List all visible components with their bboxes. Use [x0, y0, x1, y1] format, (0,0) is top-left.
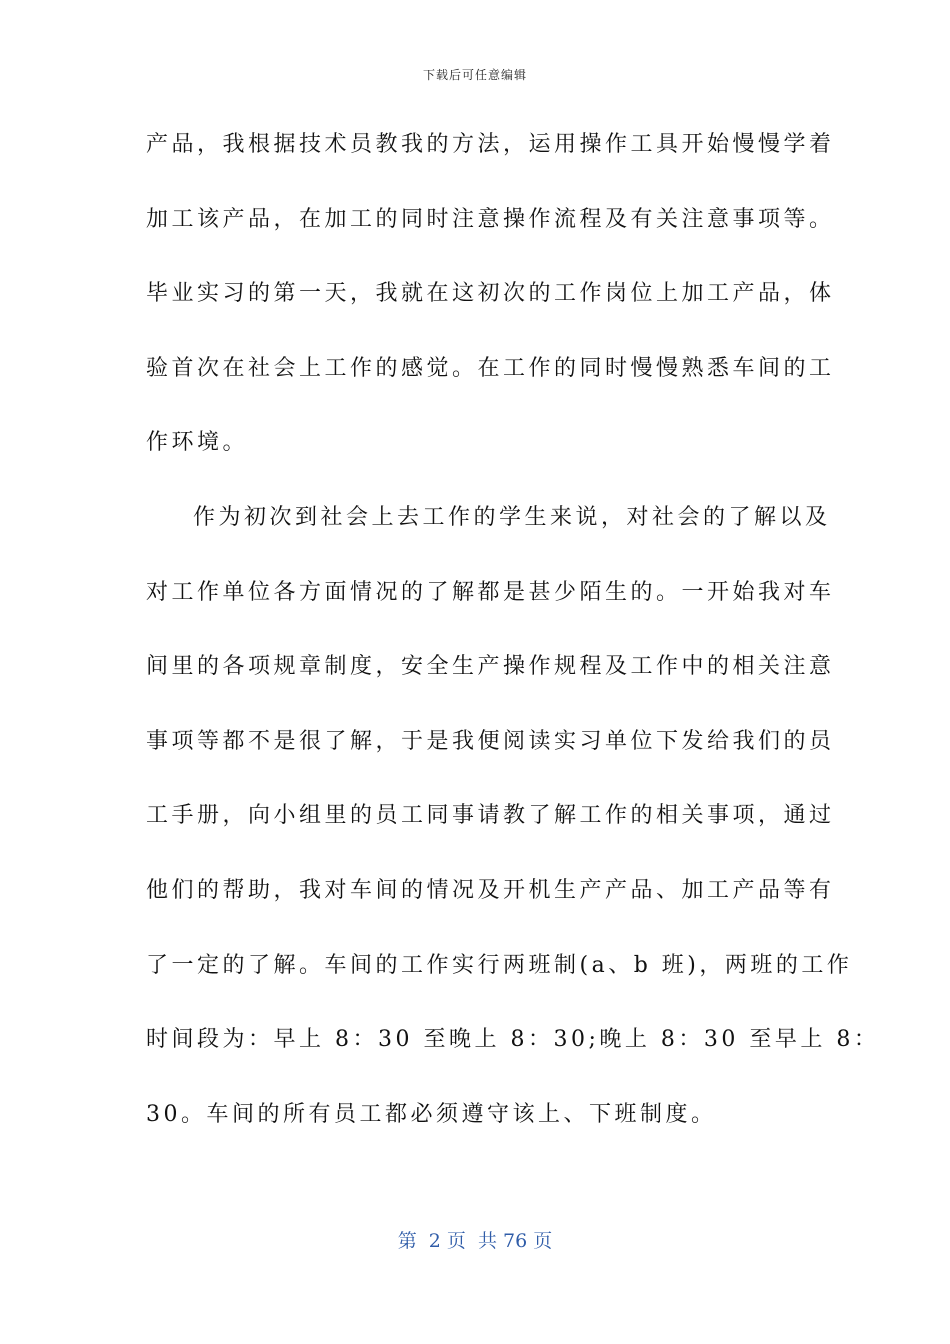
text-line: 他们的帮助，我对车间的情况及开机生产产品、加工产品等有 [146, 877, 835, 903]
text-line: 事项等都不是很了解，于是我便阅读实习单位下发给我们的员 [146, 728, 835, 754]
text-line: 毕业实习的第一天，我就在这初次的工作岗位上加工产品，体 [146, 281, 835, 307]
text-line: 作环境。 [146, 430, 249, 456]
paragraph-start-line: 作为初次到社会上去工作的学生来说，对社会的了解以及 [193, 504, 831, 530]
text-line: 工手册，向小组里的员工同事请教了解工作的相关事项，通过 [146, 803, 835, 829]
text-line: 产品，我根据技术员教我的方法，运用操作工具开始慢慢学着 [146, 132, 835, 157]
text-line: 了一定的了解。车间的工作实行两班制(a、b 班)，两班的工作 [146, 952, 853, 978]
text-line: 验首次在社会上工作的感觉。在工作的同时慢慢熟悉车间的工 [146, 355, 835, 381]
header-note: 下载后可任意编辑 [422, 68, 527, 82]
text-line: 加工该产品，在加工的同时注意操作流程及有关注意事项等。 [146, 206, 835, 232]
document-body [146, 125, 880, 1169]
text-line: 间里的各项规章制度，安全生产操作规程及工作中的相关注意 [146, 654, 835, 680]
text-line: 30。车间的所有员工都必须遵守该上、下班制度。 [146, 1101, 717, 1127]
text-line: 对工作单位各方面情况的了解都是甚少陌生的。一开始我对车 [146, 579, 835, 605]
text-line: 时间段为：早上 8：30 至晚上 8：30;晚上 8：30 至早上 8： [146, 1027, 880, 1053]
page-number: 第 2 页 共 76 页 [397, 1230, 553, 1252]
